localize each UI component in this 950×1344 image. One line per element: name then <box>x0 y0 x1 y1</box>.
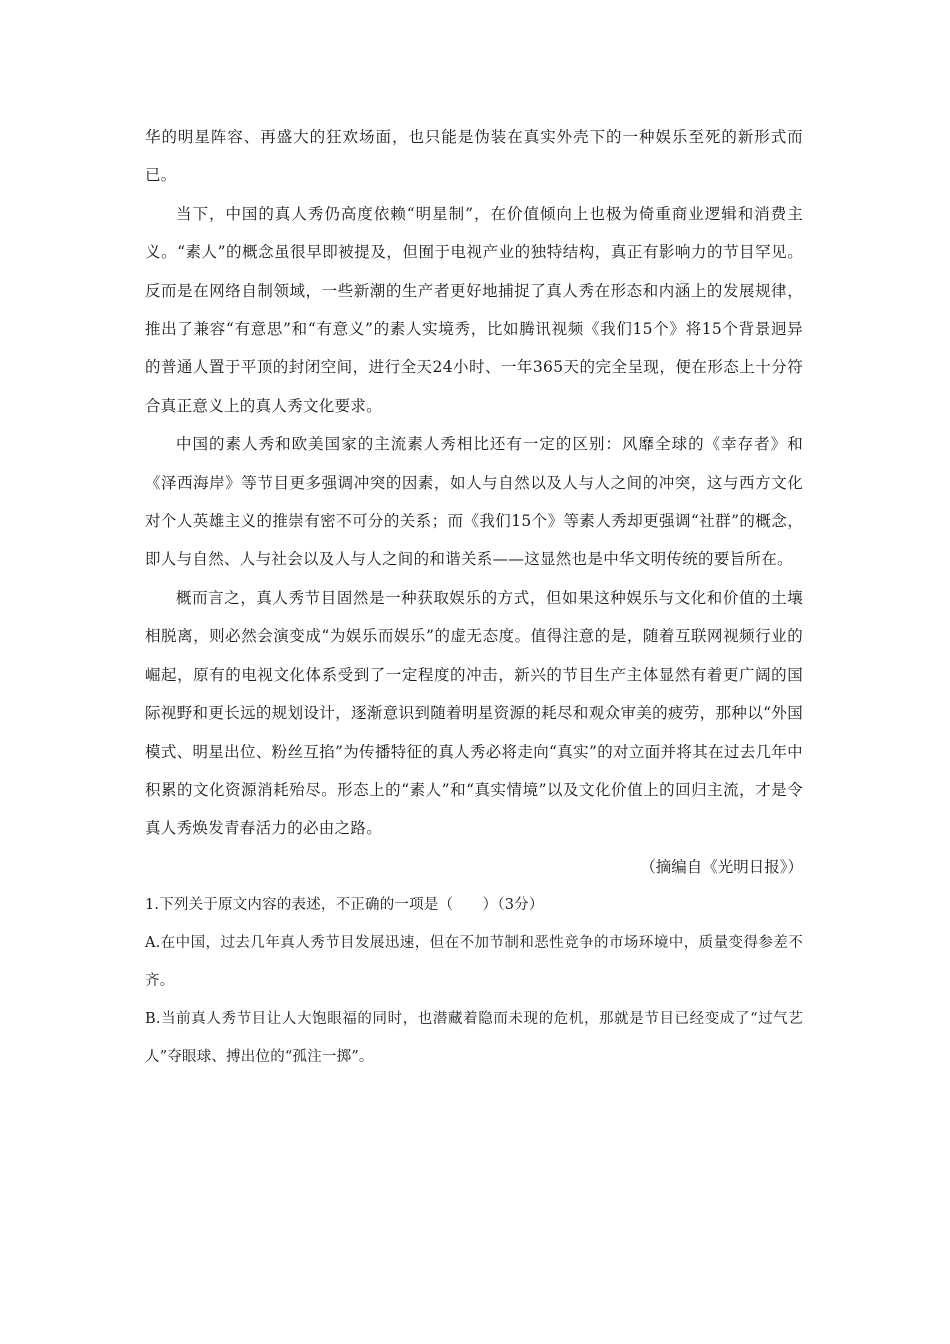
option-b: B.当前真人秀节目让人大饱眼福的同时，也潜藏着隐而未现的危机，那就是节目已经变成了“过气艺人”夺眼球、搏出位的“孤注一掷”。 <box>145 1011 803 1066</box>
option-a: A.在中国，过去几年真人秀节目发展迅速，但在不加节制和恶性竞争的市场环境中，质量变得参差不齐。 <box>145 935 803 990</box>
paragraph-continued: 华的明星阵容、再盛大的狂欢场面，也只能是伪装在真实外壳下的一种娱乐至死的新形式而已。 <box>145 128 803 185</box>
paragraph-conclusion: 概而言之，真人秀节目固然是一种获取娱乐的方式，但如果这种娱乐与文化和价值的土壤相脱离，则必然会演变成“为娱乐而娱乐”的虚无态度。值得注意的是，随着互联网视频行业的崛起，原有的电视文化体系受到了一定程度的冲击，新兴的节目生产主体显然有着更广阔的国际视野和更长远的规划设计，逐渐意识到随着明星资源的耗尽和观众审美的疲劳，那种以“外国模式、明星出位、粉丝互掐”为传播特征的真人秀必将走向“真实”的对立面并将其在过去几年中积累的文化资源消耗殆尽。形态上的“素人”和“真实情境”以及文化价值上的回归主流，才是令真人秀焕发青春活力的必由之路。 <box>145 588 803 838</box>
paragraph-star-system: 当下，中国的真人秀仍高度依赖“明星制”，在价值倾向上也极为倚重商业逻辑和消费主义。“素人”的概念虽很早即被提及，但囿于电视产业的独特结构，真正有影响力的节目罕见。反而是在网络自制领域，一些新潮的生产者更好地捕捉了真人秀在形态和内涵上的发展规律，推出了兼容“有意思”和“有意义”的素人实境秀，比如腾讯视频《我们15个》将15个背景迥异的普通人置于平顶的封闭空间，进行全天24小时、一年365天的完全呈现，便在形态上十分符合真正意义上的真人秀文化要求。 <box>145 204 803 415</box>
question-stem: 1.下列关于原文内容的表述，不正确的一项是（ ）（3分） <box>145 897 544 914</box>
document-page <box>145 118 803 1076</box>
paragraph-comparison: 中国的素人秀和欧美国家的主流素人秀相比还有一定的区别：风靡全球的《幸存者》和《泽西海岸》等节目更多强调冲突的因素，如人与自然以及人与人之间的冲突，这与西方文化对个人英雄主义的推崇有密不可分的关系；而《我们15个》等素人秀却更强调“社群”的概念，即人与自然、人与社会以及人与人之间的和谐关系——这显然也是中华文明传统的要旨所在。 <box>145 435 803 569</box>
article-source: （摘编自《光明日报》） <box>640 857 803 876</box>
